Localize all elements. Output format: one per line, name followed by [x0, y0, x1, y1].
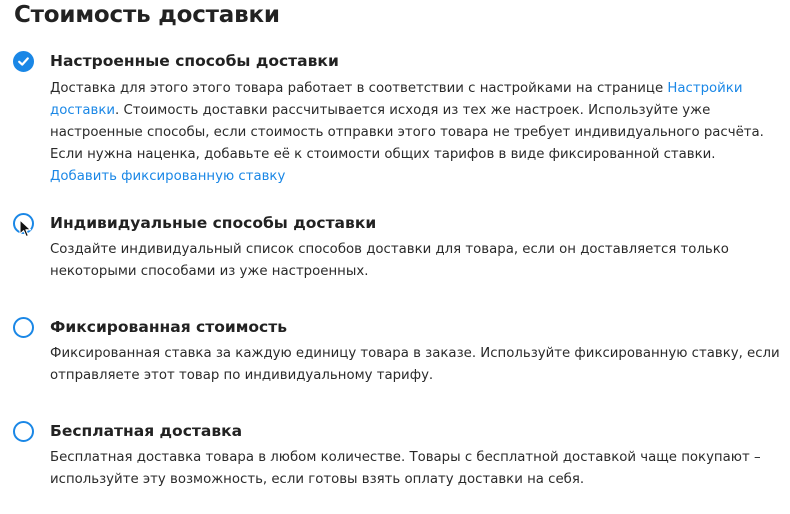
- description-text: настроенные способы, если стоимость отправки этого товара не требует индивидуального расчёта.: [50, 125, 764, 140]
- description-text: Бесплатная доставка товара в любом количестве. Товары с бесплатной доставкой чаще покупают –: [50, 450, 761, 465]
- option-title: Фиксированная стоимость: [50, 318, 288, 336]
- option-title: Бесплатная доставка: [50, 422, 243, 440]
- option-title: Настроенные способы доставки: [50, 52, 339, 70]
- description-text: Доставка для этого этого товара работает в соответствии с настройками на странице: [50, 81, 668, 96]
- description-text: Создайте индивидуальный список способов доставки для товара, если он доставляется только: [50, 242, 729, 257]
- option-description: [50, 239, 740, 283]
- description-text: . Стоимость доставки рассчитывается исходя из тех же настроек. Используйте уже: [115, 103, 711, 118]
- description-text: некоторыми способами из уже настроенных.: [50, 264, 369, 279]
- mouse-pointer-icon: [19, 219, 33, 239]
- option-description: [50, 78, 764, 188]
- radio-free-shipping[interactable]: [13, 421, 34, 442]
- description-text: отправляете этот товар по индивидуальному тарифу.: [50, 368, 434, 383]
- shipping-settings-link[interactable]: Настройки: [667, 81, 743, 96]
- description-text: Если нужна наценка, добавьте её к стоимости общих тарифов в виде фиксированной ставки.: [50, 147, 716, 162]
- shipping-settings-link-continued[interactable]: доставки: [50, 103, 116, 118]
- option-title: Индивидуальные способы доставки: [50, 214, 377, 232]
- radio-configured-methods[interactable]: [13, 51, 34, 72]
- add-fixed-rate-link[interactable]: Добавить фиксированную ставку: [50, 169, 286, 184]
- description-text: используйте эту возможность, если готовы взять оплату доставки на себя.: [50, 472, 585, 487]
- description-text: Фиксированная ставка за каждую единицу товара в заказе. Используйте фиксированную ставку, если: [50, 346, 780, 361]
- page-title: Стоимость доставки: [14, 2, 280, 28]
- option-description: [50, 447, 761, 491]
- option-description: [50, 343, 780, 387]
- radio-fixed-cost[interactable]: [13, 317, 34, 338]
- checkmark-icon: [17, 55, 30, 68]
